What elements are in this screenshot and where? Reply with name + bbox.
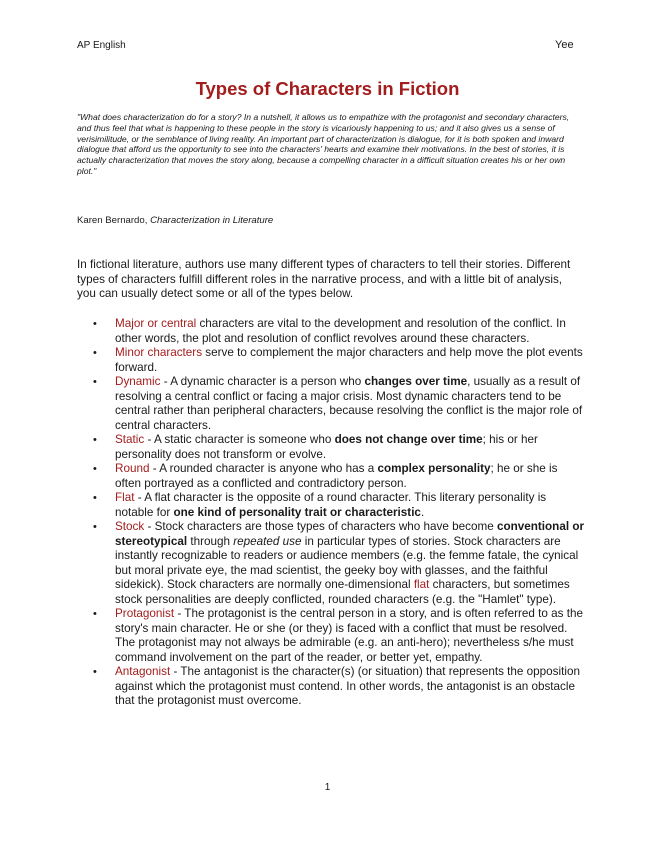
bullet-icon: • xyxy=(93,666,97,678)
character-types-list xyxy=(93,317,585,709)
definition-round-post: ; he or she is often portrayed as a conflicted and contradictory person. xyxy=(115,462,558,490)
term-static: Static xyxy=(115,433,145,446)
definition-dynamic-emphasis: changes over time xyxy=(364,375,468,388)
list-item-protagonist xyxy=(93,607,585,665)
header-author: Yee xyxy=(555,39,574,51)
list-item-flat xyxy=(93,491,585,520)
definition-stock-mid: through xyxy=(187,534,234,548)
bullet-icon: • xyxy=(93,521,97,533)
epigraph-quote: "What does characterization do for a story? In a nutshell, it allows us to empathize with the protagonist and secondary characters, and thus feel that what is happening to these people in the story is vicariously happening to us; and it also gives us a sense of verisimilitude, or the semblance of living reality. An important part of characterization is dialogue, for it is both spoken and inward dialogue that afford us the opportunity to see into the characters' hearts and examine their motivations. In the best of stories, it is actually characterization that moves the story along, because a compelling character in a difficult situation creates his or her own plot." xyxy=(77,112,570,176)
header-course: AP English xyxy=(77,40,126,51)
quote-attribution xyxy=(77,215,273,226)
term-major: Major or central xyxy=(115,317,197,330)
term-stock: Stock xyxy=(115,520,145,533)
bullet-icon: • xyxy=(93,463,97,475)
definition-major: characters are vital to the development and resolution of the conflict. In other words, the plot and resolution of conflict revolves around these characters. xyxy=(115,317,566,345)
term-protagonist: Protagonist xyxy=(115,607,175,620)
list-item-major xyxy=(93,317,585,346)
term-antagonist: Antagonist xyxy=(115,665,171,678)
page-title: Types of Characters in Fiction xyxy=(195,78,460,99)
bullet-icon: • xyxy=(93,376,97,388)
bullet-icon: • xyxy=(93,492,97,504)
definition-dynamic-post: , usually as a result of resolving a central conflict or facing a major crisis. Most dynamic characters tend to be central rather than peripheral characters, because resolving the conflict is the major role of central characters. xyxy=(115,375,583,432)
definition-stock-post: in particular types of stories. Stock characters are instantly recognizable to readers or audience members (e.g. the femme fatale, the cynical but moral private eye, the mad scientist, the geeky boy with glasses, and the faithful sidekick). Stock characters are normally one-dimensional xyxy=(115,534,579,591)
list-item-round xyxy=(93,462,585,491)
term-minor: Minor characters xyxy=(115,346,203,359)
definition-flat-emphasis: one kind of personality trait or characteristic xyxy=(173,505,421,519)
definition-minor: serve to complement the major characters and help move the plot events forward. xyxy=(115,346,583,374)
definition-protagonist: - The protagonist is the central person in a story, and is often referred to as the story's main character. He or she (or they) is faced with a conflict that must be resolved. The protagonist may not always be admirable (e.g. an anti-hero); nevertheless s/he must command involvement on the part of the reader, or better yet, empathy. xyxy=(115,607,583,664)
definition-static-emphasis: does not change over time xyxy=(334,433,483,446)
list-item-stock xyxy=(93,520,585,607)
attribution-work: Characterization in Literature xyxy=(150,215,274,226)
definition-static-post: ; his or her personality does not transform or evolve. xyxy=(115,433,538,461)
attribution-author: Karen Bernardo, xyxy=(77,215,148,226)
bullet-icon: • xyxy=(93,347,97,359)
page-number: 1 xyxy=(324,782,331,793)
list-item-antagonist xyxy=(93,665,585,709)
definition-static-pre: - A static character is someone who xyxy=(144,433,335,446)
definition-dynamic-pre: - A dynamic character is a person who xyxy=(160,375,365,388)
term-flat: Flat xyxy=(115,491,135,504)
definition-flat-pre: - A flat character is the opposite of a round character. This literary personality is notable for xyxy=(115,491,547,519)
definition-stock-pre: - Stock characters are those types of characters who have become xyxy=(144,520,497,533)
definition-stock-flat-term: flat xyxy=(413,578,430,591)
bullet-icon: • xyxy=(93,434,97,446)
intro-paragraph: In fictional literature, authors use many different types of characters to tell their stories. Different types of characters fulfill different roles in the narrative process, and with a little bit of analysis, you can usually detect some or all of the types below. xyxy=(77,258,571,300)
definition-stock-end: characters, but sometimes stock personalities are deeply conflicted, rounded characters (e.g. the "Hamlet" type). xyxy=(115,578,570,606)
list-item-dynamic xyxy=(93,375,585,433)
definition-round-emphasis: complex personality xyxy=(377,462,491,475)
bullet-icon: • xyxy=(93,608,97,620)
list-item-minor xyxy=(93,346,585,375)
definition-flat-post: . xyxy=(420,505,425,519)
definition-round-pre: - A rounded character is anyone who has a xyxy=(149,462,378,475)
term-round: Round xyxy=(115,462,150,475)
bullet-icon: • xyxy=(93,318,97,330)
term-dynamic: Dynamic xyxy=(115,375,161,388)
definition-stock-emphasis: conventional or stereotypical xyxy=(115,520,585,548)
list-item-static xyxy=(93,433,585,462)
definition-stock-italic: repeated use xyxy=(233,534,302,548)
definition-antagonist: - The antagonist is the character(s) (or situation) that represents the opposition against which the protagonist must contend. In other words, the antagonist is an obstacle that the protagonist must overcome. xyxy=(115,665,580,707)
